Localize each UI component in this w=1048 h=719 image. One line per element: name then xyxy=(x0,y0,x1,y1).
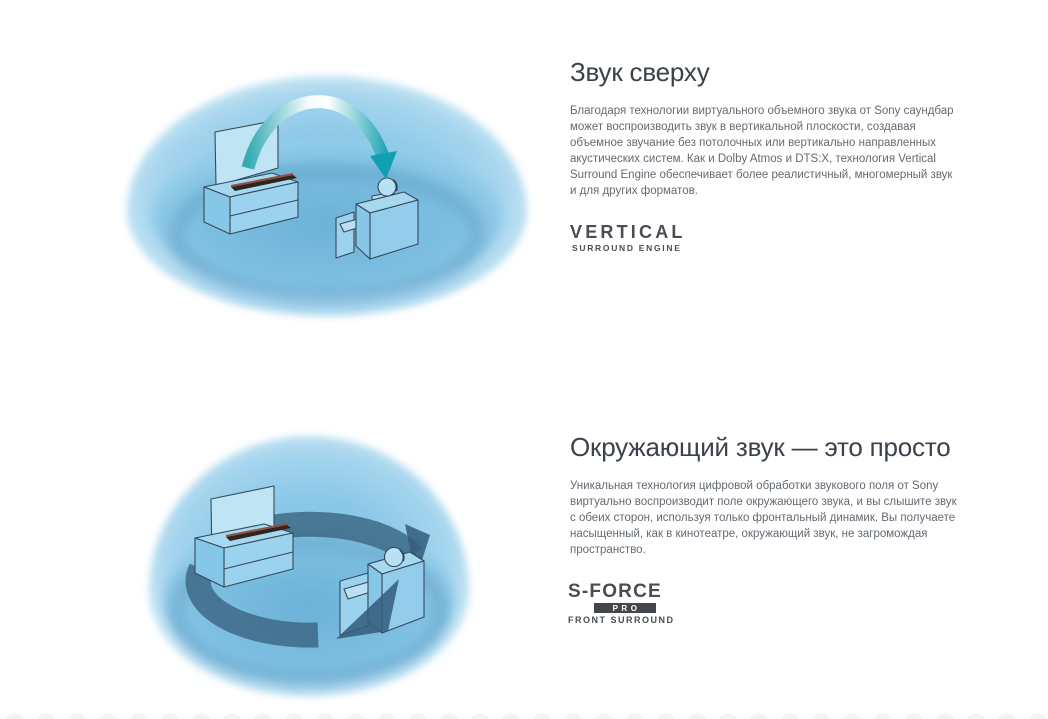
logo-pro-badge: PRO xyxy=(594,603,656,613)
thumbnail-strip[interactable] xyxy=(0,708,1048,719)
dome-overhead-arc-drawing xyxy=(100,56,540,326)
s-force-pro-logo xyxy=(568,582,680,625)
logo-subtitle: SURROUND ENGINE xyxy=(572,243,682,253)
s-force-section xyxy=(570,432,962,558)
section-heading: Звук сверху xyxy=(570,57,710,87)
vertical-surround-section xyxy=(570,57,962,199)
dome-surround-ring-drawing xyxy=(68,421,553,711)
logo-title: VERTICAL xyxy=(570,222,686,242)
s-force-surround-illustration xyxy=(68,421,553,711)
vertical-surround-engine-logo xyxy=(570,223,700,253)
logo-title: S-FORCE xyxy=(568,581,662,602)
section-heading: Окружающий звук — это просто xyxy=(570,432,951,462)
section-body: Благодаря технологии виртуального объемного звука от Sony саундбар может воспроизводить звук в вертикальной плоскости, создавая объемное звучание без потолочных или вертикально направленных акустических систем. Как и Dolby Atmos и DTS:X, технология Vertical Surround Engine обеспечивает более реалистичный, многомерный звук и для других форматов. xyxy=(570,105,954,197)
vertical-surround-illustration xyxy=(100,56,540,326)
logo-subtitle: FRONT SURROUND xyxy=(568,615,675,625)
section-body: Уникальная технология цифровой обработки звукового поля от Sony виртуально воспроизводит поле окружающего звука, и вы слышите звук с обеих сторон, используя только фронтальный динамик. Вы получаете насыщенный, как в кинотеатре, окружающий звук, не загромождая пространство. xyxy=(570,480,957,556)
